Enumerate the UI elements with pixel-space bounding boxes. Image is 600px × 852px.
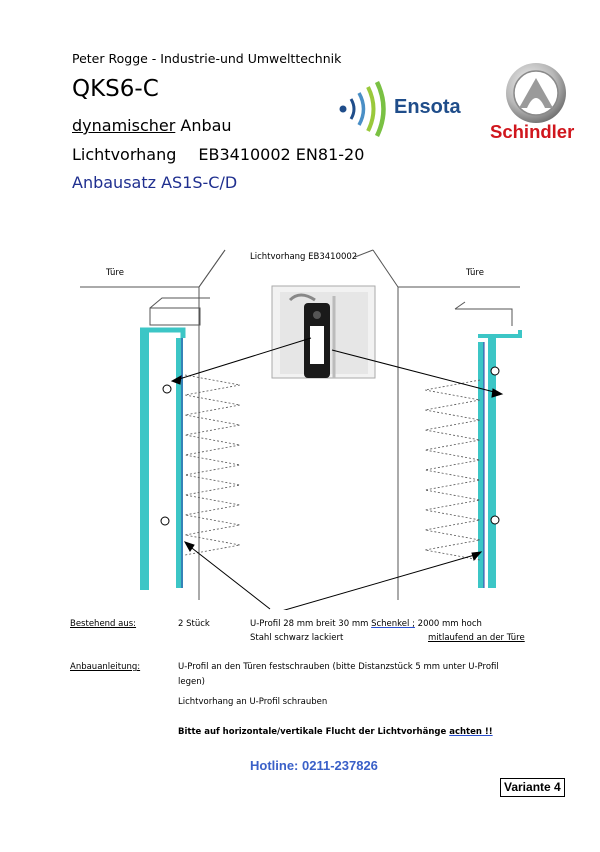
components-detail-1b: Schenkel ; bbox=[371, 619, 415, 629]
kit-name: Anbausatz AS1S-C/D bbox=[72, 173, 238, 192]
variant-badge: Variante 4 bbox=[500, 778, 565, 797]
product-code: EB3410002 EN81-20 bbox=[198, 145, 365, 164]
components-detail-2: Stahl schwarz lackiert bbox=[250, 633, 344, 643]
document-title: QKS6-C bbox=[72, 76, 159, 102]
mounting-type bbox=[72, 116, 232, 135]
components-quantity: 2 Stück bbox=[178, 619, 210, 629]
ensota-wordmark: Ensota bbox=[394, 96, 461, 118]
components-detail-1 bbox=[250, 619, 482, 629]
ensota-logo bbox=[334, 79, 474, 139]
installation-drawing bbox=[0, 240, 600, 610]
hotline: Hotline: 0211-237826 bbox=[250, 758, 378, 773]
instruction-step-1-cont: legen) bbox=[178, 677, 205, 687]
components-detail-1c: 2000 mm hoch bbox=[414, 619, 482, 629]
product-name: Lichtvorhang bbox=[72, 145, 177, 164]
door-label-left: Türe bbox=[106, 268, 124, 278]
mounting-type-rest: Anbau bbox=[175, 116, 232, 135]
alignment-note bbox=[178, 727, 493, 737]
components-detail-1a: U-Profil 28 mm breit 30 mm bbox=[250, 619, 372, 629]
ensota-waves-icon bbox=[334, 79, 394, 139]
components-detail-3: mitlaufend an der Türe bbox=[428, 633, 525, 643]
instructions-heading: Anbauanleitung: bbox=[70, 662, 141, 672]
company-name: Peter Rogge - Industrie-und Umwelttechnik bbox=[72, 51, 342, 66]
alignment-note-emphasis: achten !! bbox=[449, 727, 493, 737]
door-label-right: Türe bbox=[466, 268, 484, 278]
instruction-step-2: Lichtvorhang an U-Profil schrauben bbox=[178, 697, 328, 707]
curtain-label: Lichtvorhang EB3410002 bbox=[250, 252, 358, 262]
components-heading: Bestehend aus: bbox=[70, 619, 137, 629]
schindler-wordmark: Schindler bbox=[490, 121, 575, 142]
instruction-step-1: U-Profil an den Türen festschrauben (bitte Distanzstück 5 mm unter U-Profil bbox=[178, 662, 499, 672]
mounting-type-underlined: dynamischer bbox=[72, 116, 176, 135]
product-line bbox=[72, 145, 364, 164]
schindler-emblem-icon bbox=[505, 62, 567, 124]
alignment-note-text: Bitte auf horizontale/vertikale Flucht der Lichtvorhänge bbox=[178, 727, 450, 737]
